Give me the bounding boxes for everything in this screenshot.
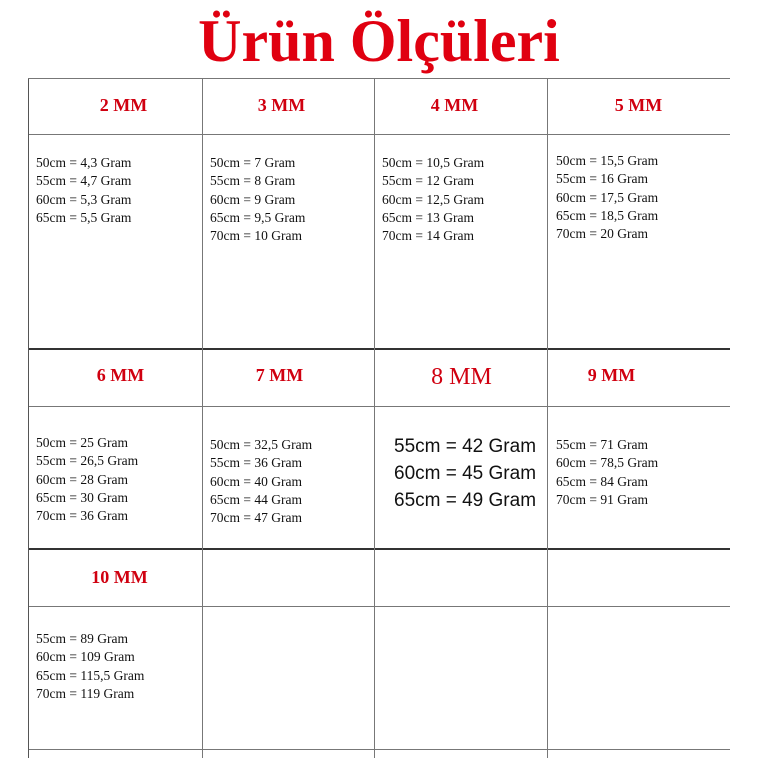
weight-line: 55cm = 8 Gram bbox=[210, 173, 296, 189]
weight-list-3mm bbox=[210, 154, 380, 245]
weight-line: 50cm = 7 Gram bbox=[210, 155, 296, 170]
grid-line bbox=[28, 749, 730, 750]
weight-list-9mm bbox=[556, 436, 726, 509]
weight-line: 60cm = 5,3 Gram bbox=[36, 191, 132, 207]
weight-line: 50cm = 25 Gram bbox=[36, 435, 128, 450]
weight-line: 55cm = 16 Gram bbox=[556, 171, 648, 187]
weight-line: 60cm = 45 Gram bbox=[394, 463, 537, 484]
weight-line: 65cm = 9,5 Gram bbox=[210, 209, 306, 225]
weight-line: 70cm = 14 Gram bbox=[382, 228, 474, 244]
weight-list-6mm bbox=[36, 434, 206, 525]
weight-line: 70cm = 20 Gram bbox=[556, 226, 648, 242]
grid-line bbox=[28, 606, 730, 607]
weight-line: 55cm = 89 Gram bbox=[36, 631, 128, 646]
weight-line: 65cm = 49 Gram bbox=[394, 490, 537, 511]
weight-list-5mm bbox=[556, 152, 726, 243]
size-header-2mm: 2 MM bbox=[99, 95, 148, 115]
size-header-8mm: 8 MM bbox=[431, 364, 492, 390]
size-header-6mm: 6 MM bbox=[96, 365, 145, 385]
size-header-9mm: 9 MM bbox=[587, 365, 636, 385]
weight-line: 65cm = 5,5 Gram bbox=[36, 209, 132, 225]
weight-line: 70cm = 10 Gram bbox=[210, 228, 302, 244]
weight-list-8mm bbox=[394, 433, 564, 514]
weight-line: 60cm = 78,5 Gram bbox=[556, 455, 659, 471]
grid-line bbox=[28, 134, 730, 135]
weight-line: 70cm = 119 Gram bbox=[36, 685, 135, 701]
weight-line: 65cm = 18,5 Gram bbox=[556, 207, 659, 223]
weight-line: 55cm = 26,5 Gram bbox=[36, 453, 139, 469]
weight-line: 70cm = 36 Gram bbox=[36, 508, 128, 524]
page-title: Ürün Ölçüleri bbox=[198, 8, 560, 74]
grid-line bbox=[28, 79, 29, 758]
weight-line: 65cm = 30 Gram bbox=[36, 489, 128, 505]
weight-line: 70cm = 91 Gram bbox=[556, 491, 648, 507]
weight-line: 65cm = 44 Gram bbox=[210, 491, 302, 507]
size-header-4mm: 4 MM bbox=[430, 95, 479, 115]
weight-line: 50cm = 15,5 Gram bbox=[556, 153, 659, 168]
weight-line: 55cm = 42 Gram bbox=[394, 436, 537, 457]
size-header-10mm: 10 MM bbox=[91, 567, 148, 587]
weight-line: 50cm = 4,3 Gram bbox=[36, 155, 132, 170]
weight-line: 55cm = 4,7 Gram bbox=[36, 173, 132, 189]
weight-line: 60cm = 109 Gram bbox=[36, 649, 135, 665]
weight-line: 55cm = 71 Gram bbox=[556, 437, 648, 452]
size-header-7mm: 7 MM bbox=[255, 365, 304, 385]
size-header-3mm: 3 MM bbox=[257, 95, 306, 115]
size-header-5mm: 5 MM bbox=[614, 95, 663, 115]
weight-line: 60cm = 9 Gram bbox=[210, 191, 296, 207]
weight-line: 50cm = 10,5 Gram bbox=[382, 155, 485, 170]
weight-line: 60cm = 40 Gram bbox=[210, 473, 302, 489]
weight-line: 55cm = 36 Gram bbox=[210, 455, 302, 471]
grid-line bbox=[28, 548, 730, 550]
weight-line: 60cm = 17,5 Gram bbox=[556, 189, 659, 205]
weight-line: 60cm = 28 Gram bbox=[36, 471, 128, 487]
weight-list-10mm bbox=[36, 630, 206, 703]
weight-list-2mm bbox=[36, 154, 206, 227]
weight-line: 65cm = 13 Gram bbox=[382, 209, 474, 225]
weight-line: 50cm = 32,5 Gram bbox=[210, 437, 313, 452]
weight-list-4mm bbox=[382, 154, 552, 245]
weight-line: 65cm = 115,5 Gram bbox=[36, 667, 145, 683]
weight-line: 70cm = 47 Gram bbox=[210, 510, 302, 526]
grid-line bbox=[28, 78, 730, 79]
grid-line bbox=[28, 348, 730, 350]
weight-line: 65cm = 84 Gram bbox=[556, 473, 648, 489]
weight-list-7mm bbox=[210, 436, 380, 527]
grid-line bbox=[28, 406, 730, 407]
weight-line: 60cm = 12,5 Gram bbox=[382, 191, 485, 207]
weight-line: 55cm = 12 Gram bbox=[382, 173, 474, 189]
